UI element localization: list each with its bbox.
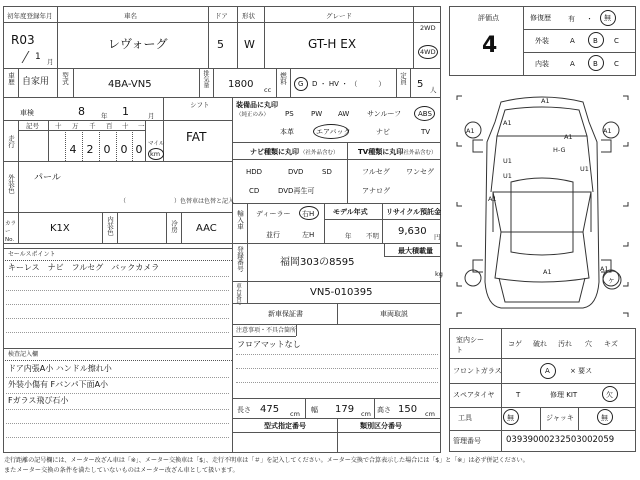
height-label: 高さ — [377, 406, 391, 414]
equipment-label: 装備品に丸印 — [236, 101, 278, 109]
ac-label: 冷房 — [170, 220, 178, 233]
tv-analog: アナログ — [362, 187, 390, 195]
model-year-label: モデル年式 — [333, 208, 368, 216]
mileage-digit-3: 0 — [120, 143, 128, 156]
equipment-leather: 本革 — [280, 128, 294, 136]
dmg-ka: ケ — [608, 277, 615, 285]
inspection-label: 車検 — [20, 109, 34, 117]
mile-label: マイル — [148, 141, 165, 147]
mileage-unit-4: 十 — [122, 122, 129, 130]
recycle-unit: 円 — [434, 233, 441, 241]
mileage-sub-label: 記号 — [26, 122, 39, 130]
jack-label: ジャッキ — [546, 414, 574, 422]
shape: W — [244, 38, 255, 51]
ext-grade-c: C — [614, 37, 619, 45]
shift: FAT — [186, 130, 207, 144]
navi-sd: SD — [322, 168, 332, 176]
mileage-digit-4: 0 — [135, 143, 143, 156]
ext-grade-a: A — [570, 37, 575, 45]
int-grade-b: B — [593, 60, 598, 68]
dmg-a1-left: A1 — [466, 127, 475, 135]
model: 4BA-VN5 — [108, 79, 152, 90]
type-number-label: 型式指定番号 — [264, 422, 306, 430]
inspector-label: 検査記入欄 — [8, 351, 39, 358]
length-unit: cm — [290, 410, 300, 418]
import-left: 左H — [302, 231, 315, 239]
car-name-label: 車名 — [124, 12, 137, 20]
load-label: 最大積載量 — [398, 247, 433, 255]
import-label: 輸入車 — [236, 210, 244, 230]
drive-2wd: 2WD — [420, 24, 436, 32]
repair-yes: 有 — [568, 15, 575, 23]
front-glass-label: フロントガラス — [453, 367, 502, 375]
length-label: 長さ — [237, 406, 251, 414]
shape-label: 形状 — [242, 12, 255, 20]
reg-year-label: 初年度登録年月 — [7, 12, 53, 20]
int-grade-c: C — [614, 60, 619, 68]
equipment-sunroof: サンルーフ — [367, 110, 402, 118]
inspector-line-2: 外装小傷有 Fバンパ下面A小 — [8, 380, 109, 389]
interior-kizu: キズ — [604, 340, 618, 348]
interior-ana: 穴 — [585, 340, 592, 348]
navi-cd: CD — [249, 187, 260, 195]
mileage-digit-0: 4 — [69, 143, 77, 156]
jack-none: 無 — [601, 414, 608, 422]
registration: 福岡303の8595 — [280, 257, 355, 268]
inspector-line-1: ドア内張A小 ハンドル擦れ小 — [8, 364, 112, 373]
equipment-tv: TV — [421, 128, 431, 136]
fuel-g: G — [298, 80, 304, 88]
width-unit: cm — [361, 410, 371, 418]
inspection-month: 1 — [122, 105, 129, 118]
color-no: K1X — [50, 223, 70, 234]
footer-line-1: 走行距離の記号欄には、メーター改ざん車は「※」、メーター交換車は「$」、走行不明車は「＃」を記入してください。メーター交換で合算表示した場合には「$」と「※」は必ず併記ください。 — [4, 457, 529, 464]
displacement: 1800 — [228, 79, 254, 90]
mileage-digit-2: 0 — [103, 143, 111, 156]
vehicle-manual: 車両取説 — [380, 310, 408, 318]
inspection-month-unit: 月 — [148, 112, 155, 120]
import-dealer: ディーラー — [256, 210, 291, 218]
tools-label: 工具 — [458, 414, 472, 422]
exterior-label: 外装色 — [7, 174, 15, 194]
capacity: 5 — [417, 79, 424, 90]
tv-fullseg: フルセグ — [362, 168, 390, 176]
grade: GT-H EX — [308, 37, 357, 51]
mileage-unit-1: 万 — [72, 122, 79, 130]
import-right: 右H — [302, 210, 315, 218]
equipment-sub: （純正のみ） — [236, 112, 270, 118]
tv-oneseg: ワンセグ — [406, 168, 434, 176]
spare-kit: 修理 KIT — [550, 391, 578, 399]
drive-4wd: 4WD — [420, 48, 436, 56]
inspector-line-3: Fガラス飛び石小 — [8, 396, 69, 405]
dmg-a1-hood: A1 — [503, 119, 512, 127]
reg-month: 1 — [35, 52, 41, 62]
new-car-warranty: 新車保証書 — [268, 310, 303, 318]
navi-dvd-play: DVD再生可 — [278, 187, 315, 195]
repair-no: 無 — [604, 14, 611, 22]
repair-history-label: 修復歴 — [530, 14, 551, 22]
mileage-label: 走行 — [7, 135, 15, 148]
model-year-unit: 年 — [345, 232, 352, 240]
recycle-amount: 9,630 — [398, 226, 427, 237]
doors: 5 — [217, 38, 224, 51]
color-no-label: カラーNo. — [5, 221, 17, 243]
type-label: 型式 — [61, 72, 69, 85]
mgmt-number: 03939000232503002059 — [506, 435, 615, 445]
score-value: 4 — [482, 33, 498, 58]
dmg-u1-left: U1 — [503, 157, 512, 165]
int-color-label: 内装色 — [106, 216, 114, 236]
notes-text: フロアマットなし — [237, 340, 301, 349]
interior-kogo: コゲ — [508, 340, 522, 348]
month-unit: 月 — [47, 58, 54, 66]
fuel-label: 燃料 — [279, 72, 287, 85]
spare-ketsu: 欠 — [606, 391, 613, 399]
cap-label: 定員 — [399, 72, 407, 85]
exterior-color: パール — [34, 173, 61, 183]
dmg-a1-front: A1 — [541, 97, 550, 105]
dmg-a1-rear-r: A1 — [600, 265, 609, 273]
dmg-a1-hood-r: A1 — [564, 133, 573, 141]
mileage-unit-2: 千 — [89, 122, 96, 130]
dmg-hg: H-G — [553, 146, 566, 154]
tools-none: 無 — [507, 414, 514, 422]
use: 自家用 — [22, 77, 50, 87]
fuel-options: D ・ HV ・ （ ） — [312, 80, 386, 88]
ext-grade-b: B — [593, 37, 598, 45]
navi-hdd: HDD — [246, 168, 263, 176]
equipment-abs: ABS — [418, 110, 432, 118]
repair-sep: ・ — [586, 15, 593, 23]
mileage-unit-0: 十 — [55, 122, 62, 130]
reg-year: R03 — [11, 33, 35, 47]
navi-sub: （社外品含む） — [300, 150, 339, 156]
height-unit: cm — [425, 410, 435, 418]
sales-point-text: キーレス ナビ フルセグ バックカメラ — [8, 263, 160, 272]
mileage-digit-1: 2 — [86, 143, 94, 156]
recycle-label: リサイクル預託金 — [386, 208, 442, 216]
chassis-label: 車台番号 — [235, 283, 241, 305]
tv-sub: （社外品含む） — [398, 150, 437, 156]
import-parallel: 並行 — [266, 231, 280, 239]
mgmt-label: 管理番号 — [453, 437, 481, 445]
car-name: レヴォーグ — [108, 37, 168, 51]
model-year-unknown: 不明 — [366, 232, 379, 240]
sales-point-label: セールスポイント — [8, 251, 56, 258]
spare-label: スペアタイヤ — [453, 391, 495, 399]
inspection-year: 8 — [78, 105, 85, 118]
mileage-unit-5: 一 — [138, 122, 145, 130]
ext-grade-label: 外装 — [535, 37, 549, 45]
int-grade-a: A — [570, 60, 575, 68]
notes-label: 注意事項・不具合箇所 — [236, 327, 297, 334]
ac: AAC — [196, 223, 217, 234]
equipment-airbag: エアバック — [316, 128, 351, 136]
interior-yabure: 破れ — [533, 340, 547, 348]
shift-label: シフト — [190, 101, 210, 109]
navi-dvd: DVD — [288, 168, 304, 176]
navi-label: ナビ種類に丸印 — [250, 148, 299, 156]
chassis: VN5-010395 — [310, 287, 373, 298]
dmg-a1-right: A1 — [603, 127, 612, 135]
dmg-a1-rear: A1 — [543, 268, 552, 276]
cc-unit: cc — [264, 86, 272, 94]
equipment-ps: PS — [285, 110, 294, 118]
length: 475 — [260, 404, 280, 415]
inspection-year-unit: 年 — [101, 112, 108, 120]
class-number-label: 類別区分番号 — [360, 422, 402, 430]
km-unit: km — [150, 150, 161, 158]
registration-label: 登録番号 — [236, 246, 244, 272]
footer-line-2: またメーター交換の条件を満たしていないものはメーター改ざん車として扱います。 — [4, 467, 239, 474]
use-label: 車歴 — [7, 72, 15, 85]
score-label: 評価点 — [478, 14, 499, 22]
dmg-a1-side: A1 — [488, 195, 497, 203]
dmg-u1-left2: U1 — [503, 172, 512, 180]
int-grade-label: 内装 — [535, 60, 549, 68]
width: 179 — [335, 404, 355, 415]
equipment-pw: PW — [311, 110, 323, 118]
equipment-navi: ナビ — [376, 128, 390, 136]
interior-yogore: 汚れ — [558, 340, 572, 348]
mileage-unit-3: 百 — [106, 122, 113, 130]
grade-label: グレード — [326, 12, 352, 20]
equipment-aw: AW — [338, 110, 350, 118]
spare-t: T — [516, 391, 521, 399]
car-damage-diagram — [449, 82, 636, 322]
front-glass-x: × 要ス — [570, 367, 593, 375]
height: 150 — [398, 404, 418, 415]
load-unit: kg — [435, 270, 443, 278]
dmg-u1-right: U1 — [580, 165, 589, 173]
width-label: 幅 — [311, 406, 318, 414]
exterior-note: （ ）色替車は色替と記入 — [120, 198, 235, 205]
interior-sheet-label: 室内シート — [456, 336, 484, 354]
person-unit: 人 — [430, 86, 437, 94]
disp-label: 排気量 — [202, 70, 209, 88]
tv-label: TV種類に丸印 — [358, 148, 404, 156]
door-label: ドア — [215, 12, 228, 20]
front-glass-a: A — [545, 367, 550, 375]
